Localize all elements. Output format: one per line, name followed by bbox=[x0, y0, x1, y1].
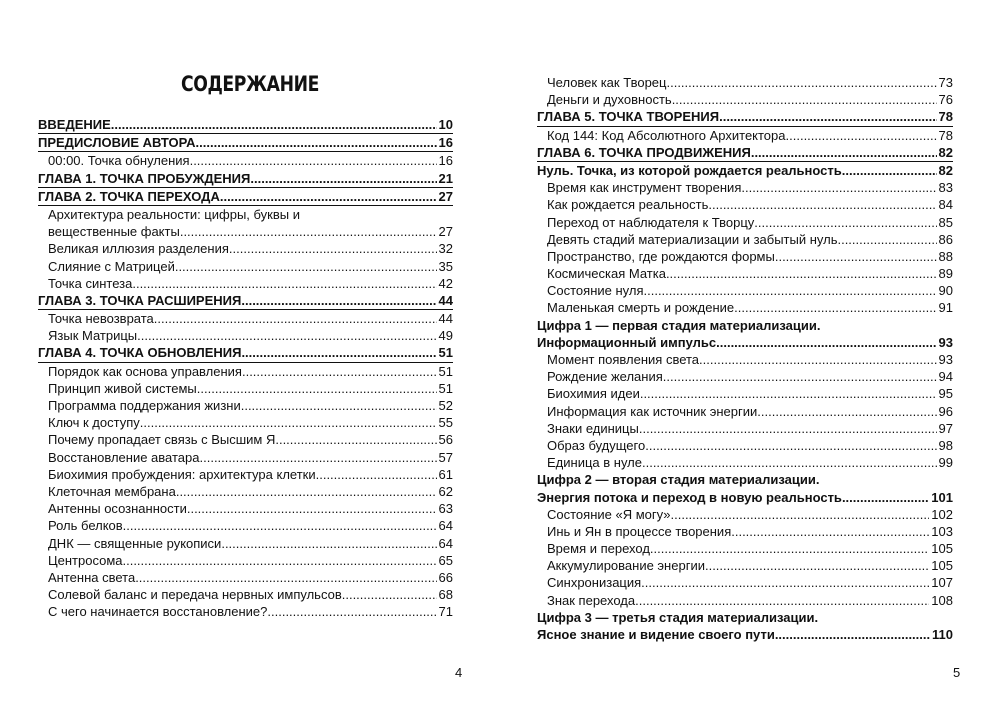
toc-leader-dots bbox=[642, 454, 937, 471]
toc-entry-page: 108 bbox=[931, 592, 953, 608]
toc-entry-page: 51 bbox=[438, 363, 453, 379]
toc-entry-page: 105 bbox=[931, 541, 953, 557]
toc-entry[interactable] bbox=[38, 310, 453, 327]
toc-entry-label: ГЛАВА 4. ТОЧКА ОБНОВЛЕНИЯ bbox=[38, 345, 242, 361]
toc-entry[interactable] bbox=[537, 523, 953, 540]
toc-entry-label: Биохимия идеи bbox=[547, 386, 640, 402]
toc-leader-dots bbox=[154, 310, 437, 327]
toc-leader-dots bbox=[197, 380, 437, 397]
toc-entry-page: 56 bbox=[438, 432, 453, 448]
toc-leader-dots bbox=[672, 91, 937, 108]
toc-entry-page: 110 bbox=[932, 627, 953, 642]
toc-entry[interactable] bbox=[38, 483, 453, 500]
toc-list-left bbox=[38, 116, 453, 620]
toc-leader-dots bbox=[140, 414, 437, 431]
toc-entry[interactable] bbox=[38, 170, 453, 188]
toc-entry[interactable] bbox=[537, 196, 953, 213]
toc-leader-dots bbox=[719, 108, 936, 125]
toc-entry-page: 66 bbox=[438, 569, 453, 585]
toc-entry-page: 62 bbox=[438, 483, 453, 499]
toc-entry[interactable] bbox=[537, 231, 953, 248]
toc-leader-dots bbox=[705, 557, 929, 574]
toc-entry[interactable] bbox=[537, 592, 953, 609]
toc-entry[interactable] bbox=[537, 403, 953, 420]
toc-entry-label: Великая иллюзия разделения bbox=[48, 241, 229, 257]
toc-entry[interactable] bbox=[38, 363, 453, 380]
toc-entry-label: ВВЕДЕНИЕ bbox=[38, 117, 111, 132]
toc-entry[interactable] bbox=[38, 344, 453, 362]
toc-entry-label: ГЛАВА 2. ТОЧКА ПЕРЕХОДА bbox=[38, 188, 220, 204]
toc-leader-dots bbox=[734, 299, 936, 316]
toc-leader-dots bbox=[342, 586, 437, 603]
toc-entry[interactable] bbox=[537, 574, 953, 591]
toc-entry[interactable] bbox=[38, 466, 453, 483]
toc-entry-label: Инь и Ян в процессе творения bbox=[547, 523, 732, 539]
toc-entry[interactable] bbox=[537, 557, 953, 574]
toc-leader-dots bbox=[708, 196, 936, 213]
toc-entry-page: 35 bbox=[438, 258, 453, 274]
toc-entry-page: 51 bbox=[438, 345, 453, 361]
toc-entry-label: Роль белков bbox=[48, 518, 123, 534]
toc-entry[interactable] bbox=[537, 368, 953, 385]
toc-entry-label: С чего начинается восстановление? bbox=[48, 604, 268, 620]
toc-entry-label: Точка синтеза bbox=[48, 275, 133, 291]
toc-entry[interactable] bbox=[38, 569, 453, 586]
toc-leader-dots bbox=[775, 248, 937, 265]
toc-entry-page: 44 bbox=[438, 311, 453, 327]
toc-entry[interactable] bbox=[537, 91, 953, 108]
toc-leader-dots bbox=[175, 258, 437, 275]
toc-leader-dots bbox=[786, 127, 937, 144]
toc-entry-page: 42 bbox=[438, 275, 453, 291]
toc-leader-dots bbox=[666, 265, 937, 282]
toc-entry-page: 83 bbox=[938, 180, 953, 196]
toc-entry[interactable] bbox=[38, 397, 453, 414]
toc-entry-page: 32 bbox=[438, 241, 453, 257]
toc-entry-page: 10 bbox=[438, 117, 453, 132]
toc-entry-label: Нуль. Точка, из которой рождается реальность bbox=[537, 162, 842, 178]
toc-entry[interactable] bbox=[38, 603, 453, 620]
toc-entry-page: 27 bbox=[438, 224, 453, 240]
toc-entry[interactable] bbox=[537, 282, 953, 299]
toc-entry[interactable] bbox=[537, 489, 953, 506]
toc-entry[interactable] bbox=[537, 144, 953, 162]
toc-entry[interactable] bbox=[537, 626, 953, 643]
toc-entry-page: 73 bbox=[938, 75, 953, 90]
toc-leader-dots bbox=[716, 334, 936, 351]
toc-entry-page: 64 bbox=[438, 535, 453, 551]
toc-entry-label: Клеточная мембрана bbox=[48, 483, 176, 499]
toc-entry-label: Программа поддержания жизни bbox=[48, 398, 241, 413]
toc-entry-page: 82 bbox=[938, 144, 953, 160]
toc-leader-dots bbox=[316, 466, 437, 483]
toc-leader-dots bbox=[666, 74, 936, 91]
toc-leader-dots bbox=[699, 351, 936, 368]
toc-entry[interactable] bbox=[537, 162, 953, 179]
toc-entry-page: 93 bbox=[938, 334, 953, 350]
toc-leader-dots bbox=[135, 569, 436, 586]
toc-entry-label: Время как инструмент творения bbox=[547, 180, 742, 196]
toc-entry-label: Ключ к доступу bbox=[48, 415, 140, 431]
toc-leader-dots bbox=[671, 506, 930, 523]
toc-entry-label: Архитектура реальности: цифры, буквы и bbox=[48, 206, 300, 222]
toc-leader-dots bbox=[132, 275, 436, 292]
toc-leader-dots bbox=[190, 152, 437, 169]
toc-leader-dots bbox=[837, 231, 936, 248]
toc-entry-page: 16 bbox=[438, 153, 453, 169]
toc-list-right bbox=[537, 74, 953, 643]
toc-leader-dots bbox=[122, 552, 436, 569]
toc-leader-dots bbox=[731, 523, 929, 540]
toc-entry[interactable] bbox=[38, 223, 453, 240]
toc-leader-dots bbox=[180, 223, 437, 240]
toc-entry-page: 101 bbox=[931, 489, 953, 505]
toc-leader-dots bbox=[187, 500, 437, 517]
toc-entry-label: Цифра 1 — первая стадия материализации. bbox=[537, 317, 821, 333]
toc-entry-page: 68 bbox=[438, 587, 453, 603]
toc-entry[interactable] bbox=[38, 431, 453, 448]
toc-entry[interactable] bbox=[38, 292, 453, 310]
toc-entry[interactable] bbox=[38, 258, 453, 275]
toc-entry-label: Маленькая смерть и рождение bbox=[547, 300, 735, 316]
toc-entry[interactable] bbox=[38, 206, 453, 223]
toc-entry[interactable] bbox=[537, 454, 953, 471]
toc-entry[interactable] bbox=[537, 299, 953, 316]
toc-entry-page: 84 bbox=[938, 197, 953, 213]
toc-leader-dots bbox=[639, 420, 937, 437]
toc-entry-label: Состояние нуля bbox=[547, 283, 644, 299]
toc-entry-page: 98 bbox=[938, 437, 953, 453]
toc-entry[interactable] bbox=[38, 275, 453, 292]
toc-entry[interactable] bbox=[537, 248, 953, 265]
toc-entry-page: 57 bbox=[438, 449, 453, 465]
toc-entry-page: 105 bbox=[931, 558, 953, 574]
toc-entry[interactable] bbox=[38, 500, 453, 517]
toc-entry[interactable] bbox=[537, 334, 953, 351]
toc-entry-label: Пространство, где рождаются формы bbox=[547, 248, 775, 264]
toc-leader-dots bbox=[650, 540, 929, 557]
toc-entry[interactable] bbox=[537, 108, 953, 126]
toc-entry[interactable] bbox=[38, 327, 453, 344]
toc-leader-dots bbox=[229, 240, 437, 257]
toc-entry-page: 82 bbox=[938, 162, 953, 178]
toc-entry-label: Солевой баланс и передача нервных импульсов bbox=[48, 587, 342, 603]
toc-leader-dots bbox=[221, 535, 436, 552]
toc-entry-label: Центросома bbox=[48, 552, 123, 568]
toc-leader-dots bbox=[111, 116, 437, 133]
toc-leader-dots bbox=[137, 327, 436, 344]
right-page bbox=[500, 0, 1000, 708]
toc-entry-page: 55 bbox=[438, 415, 453, 431]
toc-entry-label: Момент появления света bbox=[547, 352, 700, 367]
toc-entry-label: ДНК — священные рукописи bbox=[48, 535, 222, 551]
toc-entry-label: Переход от наблюдателя к Творцу bbox=[547, 214, 755, 230]
toc-entry-label: Восстановление аватара bbox=[48, 449, 200, 465]
toc-entry-page: 65 bbox=[438, 552, 453, 568]
toc-entry-page: 16 bbox=[438, 135, 453, 151]
toc-entry-page: 89 bbox=[938, 266, 953, 282]
toc-entry-label: Единица в нуле bbox=[547, 455, 642, 471]
toc-entry-label: Ясное знание и видение своего пути bbox=[537, 627, 775, 642]
toc-entry-label: вещественные факты bbox=[48, 224, 180, 240]
toc-entry-label: Знаки единицы bbox=[547, 420, 639, 436]
toc-entry[interactable] bbox=[38, 116, 453, 134]
toc-entry-label: 00:00. Точка обнуления bbox=[48, 153, 190, 169]
toc-entry-page: 78 bbox=[938, 109, 953, 125]
toc-entry[interactable] bbox=[38, 449, 453, 466]
toc-entry-label: Как рождается реальность bbox=[547, 197, 709, 213]
toc-entry-label: Человек как Творец bbox=[547, 75, 667, 90]
toc-entry-label: Энергия потока и переход в новую реальность bbox=[537, 489, 842, 505]
toc-entry-label: Цифра 3 — третья стадия материализации. bbox=[537, 609, 819, 625]
toc-entry-label: Порядок как основа управления bbox=[48, 363, 242, 379]
toc-leader-dots bbox=[267, 603, 436, 620]
toc-entry-label: Принцип живой системы bbox=[48, 380, 197, 396]
toc-entry-page: 103 bbox=[931, 523, 953, 539]
toc-leader-dots bbox=[842, 489, 929, 506]
toc-entry[interactable] bbox=[537, 437, 953, 454]
toc-entry[interactable] bbox=[537, 506, 953, 523]
toc-entry[interactable] bbox=[38, 240, 453, 257]
toc-entry-page: 71 bbox=[438, 604, 453, 620]
toc-entry-page: 63 bbox=[438, 501, 453, 517]
toc-leader-dots bbox=[176, 483, 437, 500]
toc-entry-page: 90 bbox=[938, 283, 953, 299]
toc-entry[interactable] bbox=[38, 535, 453, 552]
toc-entry-label: Код 144: Код Абсолютного Архитектора bbox=[547, 127, 786, 143]
toc-entry[interactable] bbox=[38, 414, 453, 431]
toc-entry-label: Синхронизация bbox=[547, 575, 642, 591]
toc-leader-dots bbox=[250, 170, 436, 187]
toc-entry[interactable] bbox=[537, 74, 953, 91]
toc-entry-label: Состояние «Я могу» bbox=[547, 506, 671, 522]
toc-entry-label: Деньги и духовность bbox=[547, 92, 672, 108]
toc-entry-page: 102 bbox=[931, 506, 953, 522]
toc-entry-label: Антенны осознанности bbox=[48, 501, 187, 517]
toc-entry[interactable] bbox=[537, 127, 953, 144]
toc-entry-page: 64 bbox=[438, 518, 453, 534]
toc-entry[interactable] bbox=[38, 152, 453, 169]
toc-entry-label: ГЛАВА 5. ТОЧКА ТВОРЕНИЯ bbox=[537, 109, 720, 125]
toc-entry-label: Цифра 2 — вторая стадия материализации. bbox=[537, 472, 820, 488]
toc-entry[interactable] bbox=[537, 179, 953, 196]
toc-entry-label: Информационный импульс bbox=[537, 334, 717, 350]
toc-entry-page: 91 bbox=[938, 300, 953, 316]
toc-entry-label: ГЛАВА 6. ТОЧКА ПРОДВИЖЕНИЯ bbox=[537, 144, 751, 160]
toc-entry-label: ГЛАВА 3. ТОЧКА РАСШИРЕНИЯ bbox=[38, 292, 242, 308]
toc-entry-page: 95 bbox=[938, 386, 953, 402]
toc-entry-label: Девять стадий материализации и забытый нуль bbox=[547, 231, 838, 247]
toc-entry-label: Время и переход bbox=[547, 541, 650, 557]
toc-entry[interactable] bbox=[537, 265, 953, 282]
toc-leader-dots bbox=[741, 179, 936, 196]
toc-entry[interactable] bbox=[38, 586, 453, 603]
page-number-left: 4 bbox=[455, 665, 463, 680]
toc-leader-dots bbox=[842, 162, 937, 179]
toc-entry[interactable] bbox=[537, 385, 953, 402]
toc-entry-label: ПРЕДИСЛОВИЕ АВТОРА bbox=[38, 135, 196, 151]
toc-leader-dots bbox=[123, 517, 437, 534]
toc-leader-dots bbox=[645, 437, 936, 454]
toc-entry-page: 97 bbox=[938, 420, 953, 436]
toc-entry-label: Биохимия пробуждения: архитектура клетки bbox=[48, 466, 316, 482]
toc-leader-dots bbox=[663, 368, 937, 385]
toc-entry-page: 93 bbox=[938, 352, 953, 367]
toc-entry-page: 107 bbox=[931, 575, 953, 591]
toc-leader-dots bbox=[640, 385, 937, 402]
toc-entry[interactable] bbox=[537, 540, 953, 557]
toc-leader-dots bbox=[275, 431, 436, 448]
toc-entry-page: 76 bbox=[938, 92, 953, 108]
toc-entry-page: 49 bbox=[438, 328, 453, 344]
toc-entry[interactable] bbox=[38, 134, 453, 152]
toc-entry[interactable] bbox=[537, 351, 953, 368]
toc-leader-dots bbox=[641, 574, 929, 591]
toc-leader-dots bbox=[635, 592, 929, 609]
toc-leader-dots bbox=[241, 397, 437, 414]
toc-entry-label: Точка невозврата bbox=[48, 311, 154, 327]
toc-leader-dots bbox=[242, 363, 437, 380]
toc-entry-page: 51 bbox=[438, 380, 453, 396]
toc-leader-dots bbox=[196, 134, 437, 151]
toc-entry[interactable] bbox=[537, 420, 953, 437]
toc-entry-label: Космическая Матка bbox=[547, 266, 666, 282]
toc-entry[interactable] bbox=[38, 380, 453, 397]
toc-entry-page: 86 bbox=[938, 231, 953, 247]
toc-entry[interactable] bbox=[38, 517, 453, 534]
toc-entry-page: 27 bbox=[438, 188, 453, 204]
toc-entry-page: 61 bbox=[438, 466, 453, 482]
toc-entry-label: Рождение желания bbox=[547, 369, 663, 385]
toc-entry-page: 99 bbox=[938, 455, 953, 471]
toc-entry-page: 96 bbox=[938, 403, 953, 419]
toc-entry[interactable] bbox=[537, 214, 953, 231]
toc-leader-dots bbox=[757, 403, 936, 420]
toc-entry-page: 52 bbox=[438, 398, 453, 413]
toc-entry-page: 85 bbox=[938, 214, 953, 230]
toc-entry-label: Слияние с Матрицей bbox=[48, 258, 175, 274]
toc-entry-label: ГЛАВА 1. ТОЧКА ПРОБУЖДЕНИЯ bbox=[38, 170, 251, 186]
toc-entry-page: 44 bbox=[438, 292, 453, 308]
page-number-right: 5 bbox=[953, 665, 961, 680]
toc-entry[interactable] bbox=[38, 552, 453, 569]
toc-leader-dots bbox=[644, 282, 937, 299]
toc-leader-dots bbox=[754, 214, 936, 231]
toc-leader-dots bbox=[775, 626, 930, 643]
toc-entry-page: 78 bbox=[938, 127, 953, 143]
toc-entry-label: Знак перехода bbox=[547, 592, 636, 608]
toc-entry[interactable] bbox=[38, 188, 453, 206]
toc-entry-label: Образ будущего bbox=[547, 437, 646, 453]
toc-leader-dots bbox=[751, 144, 937, 161]
toc-entry[interactable] bbox=[537, 317, 953, 334]
toc-entry[interactable] bbox=[537, 609, 953, 626]
toc-entry-label: Почему пропадает связь с Высшим Я bbox=[48, 432, 276, 448]
toc-entry[interactable] bbox=[537, 471, 953, 488]
toc-entry-label: Информация как источник энергии bbox=[547, 403, 758, 419]
toc-entry-page: 88 bbox=[938, 248, 953, 264]
toc-leader-dots bbox=[220, 188, 437, 205]
toc-entry-page: 94 bbox=[938, 369, 953, 385]
toc-leader-dots bbox=[200, 449, 437, 466]
toc-entry-label: Антенна света bbox=[48, 569, 136, 585]
toc-entry-label: Язык Матрицы bbox=[48, 328, 138, 344]
toc-leader-dots bbox=[241, 344, 436, 361]
toc-title: СОДЕРЖАНИЕ bbox=[181, 72, 319, 96]
toc-entry-page: 21 bbox=[438, 170, 453, 186]
toc-entry-label: Аккумулирование энергии bbox=[547, 558, 705, 574]
toc-leader-dots bbox=[241, 292, 436, 309]
